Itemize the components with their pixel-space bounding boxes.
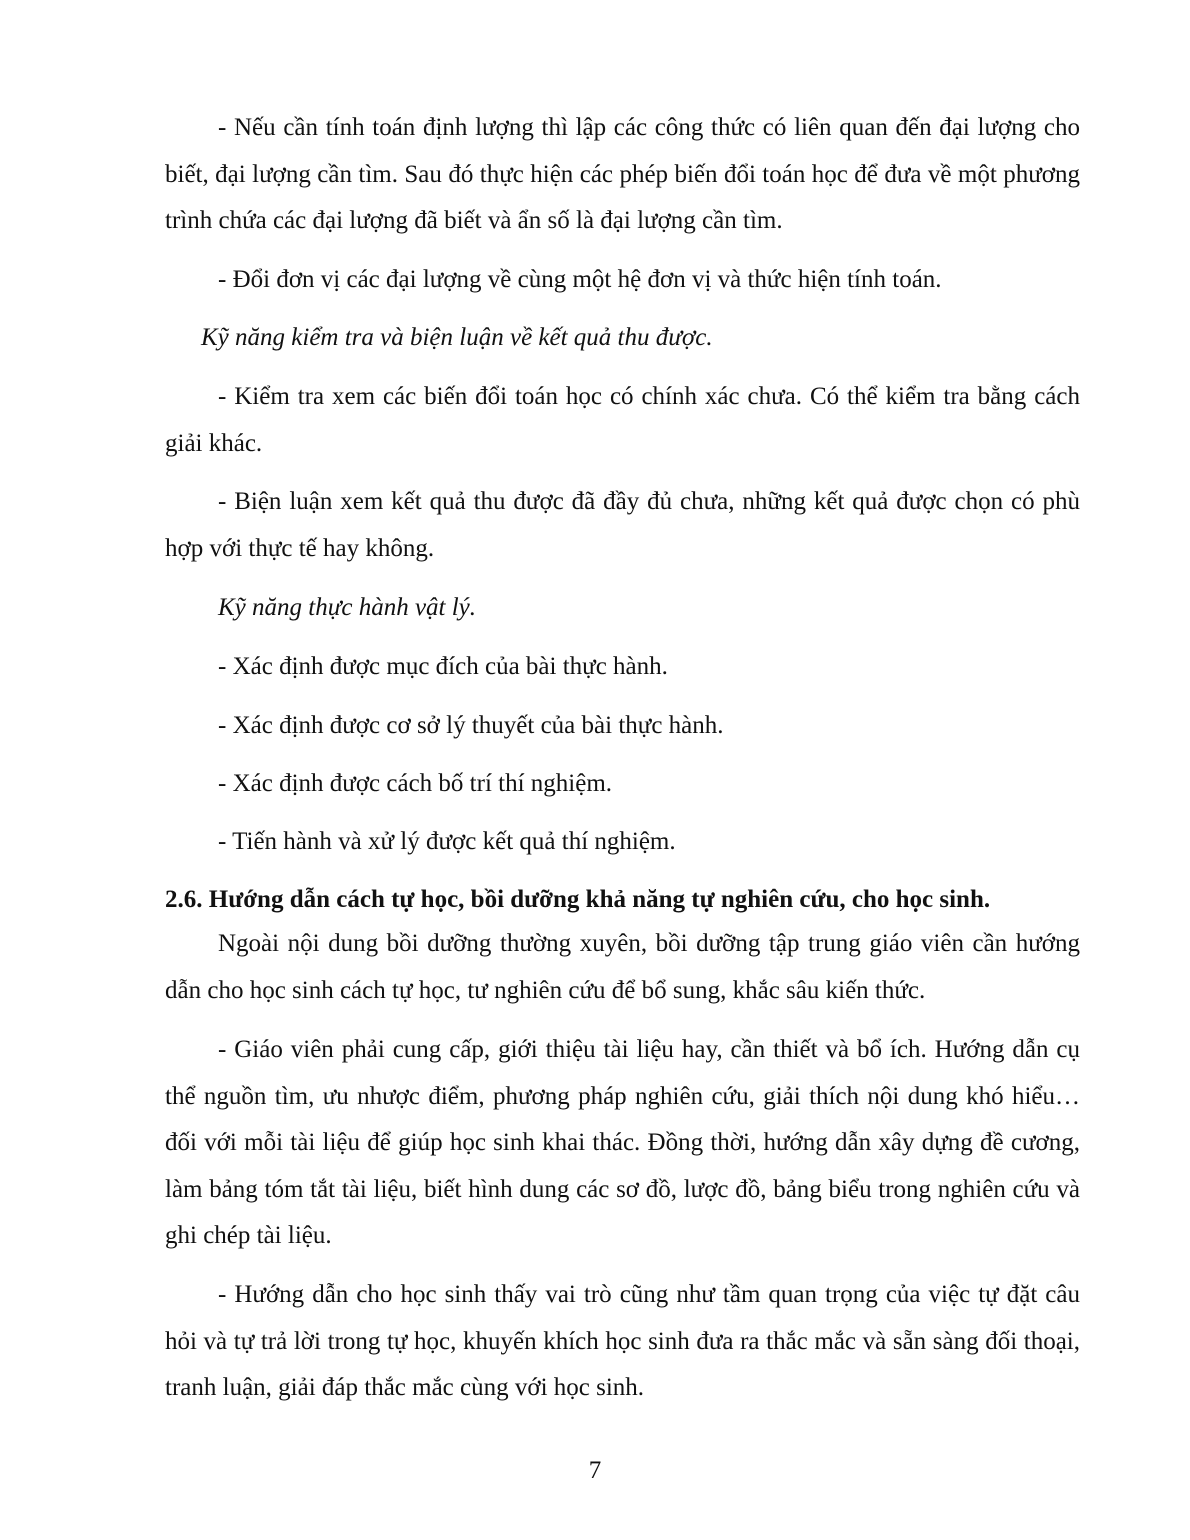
subheading-check-skills: Kỹ năng kiểm tra và biện luận về kết quả thu được. [201,324,713,351]
paragraph-self-questioning: - Hướng dẫn cho học sinh thấy vai trò cũng như tầm quan trọng của việc tự đặt câu hỏi và tự trả lời trong tự học, khuyến khích học sinh đưa ra thắc mắc và sẵn sàng đối thoại, tranh luận, giải đáp thắc mắc cùng với học sinh. [165,1281,1080,1401]
list-item-theory: - Xác định được cơ sở lý thuyết của bài thực hành. [218,712,724,739]
page-number: 7 [588,1457,602,1484]
paragraph-argue-results: - Biện luận xem kết quả thu được đã đầy đủ chưa, những kết quả được chọn có phù hợp với thực tế hay không. [165,488,1080,562]
list-item-setup: - Xác định được cách bố trí thí nghiệm. [218,770,613,797]
paragraph-unit-conversion: - Đổi đơn vị các đại lượng về cùng một hệ đơn vị và thức hiện tính toán. [218,266,942,293]
list-item-purpose: - Xác định được mục đích của bài thực hành. [218,653,668,680]
paragraph-self-study-intro: Ngoài nội dung bồi dưỡng thường xuyên, bồi dưỡng tập trung giáo viên cần hướng dẫn cho học sinh cách tự học, tư nghiên cứu để bổ sung, khắc sâu kiến thức. [165,930,1080,1004]
paragraph-teacher-materials: - Giáo viên phải cung cấp, giới thiệu tài liệu hay, cần thiết và bổ ích. Hướng dẫn cụ thể nguồn tìm, ưu nhược điểm, phương pháp nghiên cứu, giải thích nội dung khó hiểu…đối với mỗi tài liệu để giúp học sinh khai thác. Đồng thời, hướng dẫn xây dựng đề cương, làm bảng tóm tắt tài liệu, biết hình dung các sơ đồ, lược đồ, bảng biểu trong nghiên cứu và ghi chép tài liệu. [165,1036,1080,1249]
paragraph-quantitative-calculation: - Nếu cần tính toán định lượng thì lập các công thức có liên quan đến đại lượng cho biết, đại lượng cần tìm. Sau đó thực hiện các phép biến đổi toán học để đưa về một phương trình chứa các đại lượng đã biết và ẩn số là đại lượng cần tìm. [165,114,1080,234]
subheading-practice-skills: Kỹ năng thực hành vật lý. [218,594,477,621]
paragraph-check-math: - Kiểm tra xem các biến đổi toán học có chính xác chưa. Có thể kiểm tra bằng cách giải khác. [165,383,1080,457]
section-heading-2-6: 2.6. Hướng dẫn cách tự học, bồi dưỡng khả năng tự nghiên cứu, cho học sinh. [165,886,991,913]
list-item-process-results: - Tiến hành và xử lý được kết quả thí nghiệm. [218,828,676,855]
